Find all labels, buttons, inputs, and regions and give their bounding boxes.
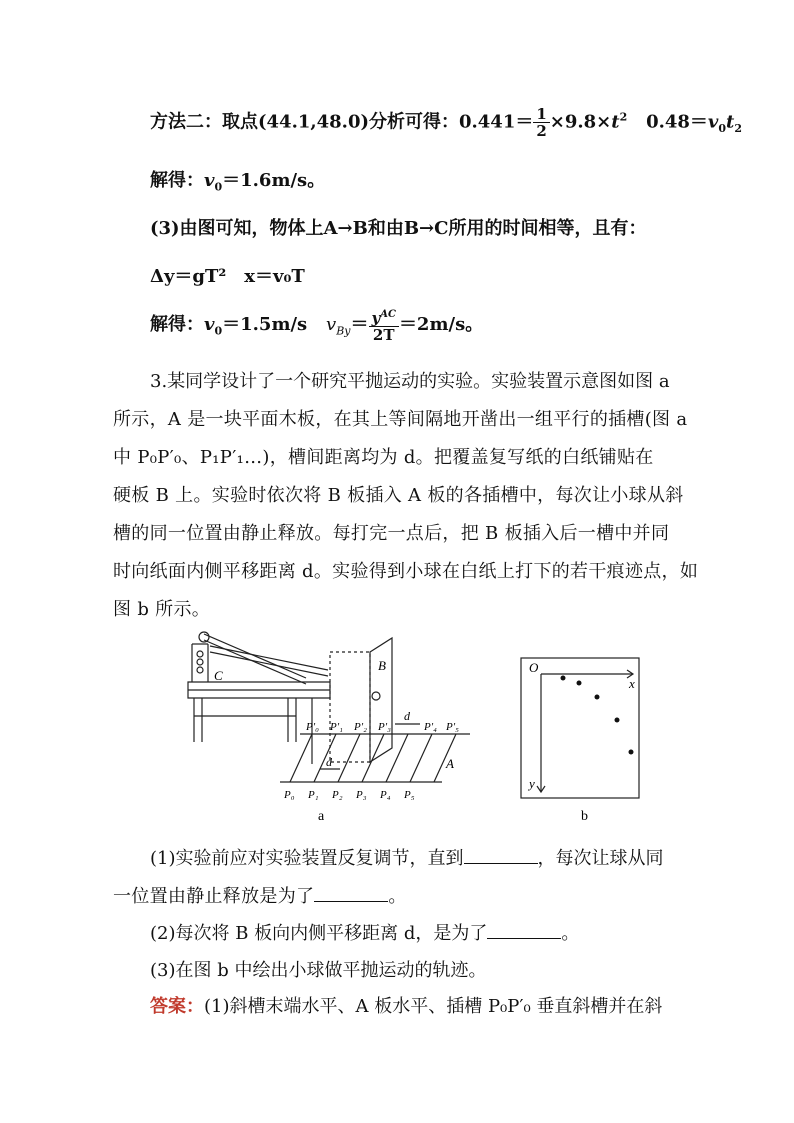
yac-den: 2T (372, 326, 395, 344)
method2-line (150, 106, 742, 139)
v-var: v (707, 111, 719, 133)
yac-sup: AC (380, 309, 396, 320)
q1-line-1 (150, 844, 664, 870)
problem-line-5: 槽的同一位置由静止释放。每打完一点后，把 B 板插入后一槽中并同 (113, 523, 670, 544)
p2p-label: P′₂ (354, 721, 367, 733)
t2-var: t (726, 111, 735, 133)
q2-line (150, 919, 579, 945)
part3-text: (3)由图可知，物体上A→B和由B→C所用的时间相等，且有： (150, 218, 647, 239)
solve1-value: ＝1.6m/s。 (222, 170, 326, 191)
p3-label: P₃ (356, 789, 367, 801)
q2-text-a: (2)每次将 B 板向内侧平移距离 d，是为了 (150, 923, 488, 944)
label-b: B (378, 658, 386, 673)
t-sup: 2 (619, 110, 628, 124)
solve1-line (150, 166, 325, 194)
solve1-v: v (204, 170, 215, 191)
label-d-bottom: d (326, 755, 332, 769)
solve1-sub: 0 (214, 180, 223, 194)
answer-label: 答案： (150, 996, 204, 1017)
x-label: x (629, 676, 635, 691)
solve2-v: v (204, 314, 215, 335)
q1-text-a: (1)实验前应对实验装置反复调节，直到 (150, 848, 464, 869)
solve2-sub: 0 (214, 324, 223, 338)
equations-text: Δy＝gT² x＝v₀T (150, 266, 305, 287)
p5-label: P₅ (404, 789, 415, 801)
figure-b (515, 656, 649, 828)
t-var: t (611, 111, 620, 133)
p1p-label: P′₁ (330, 721, 343, 733)
q1-text-b: ，每次让球从同 (537, 848, 664, 869)
q1-blank-2[interactable] (314, 887, 388, 902)
origin-label: O (529, 660, 539, 675)
problem-line-6: 时向纸面内侧平移距离 d。实验得到小球在白纸上打下的若干痕迹点，如 (113, 561, 699, 582)
figure-a (180, 624, 480, 824)
equations-line (150, 262, 305, 288)
p1-label: P₁ (308, 789, 319, 801)
solve2-label: 解得： (150, 314, 204, 335)
q1-text-d: 。 (388, 886, 407, 907)
q2-blank[interactable] (487, 924, 561, 939)
problem-line-7: 图 b 所示。 (113, 599, 211, 620)
problem-line-1: 3.某同学设计了一个研究平抛运动的实验。实验装置示意图如图 a (150, 371, 670, 392)
frac-den: 2 (536, 122, 547, 140)
fraction-half (533, 106, 549, 139)
p2-label: P₂ (332, 789, 343, 801)
yac-num: y (371, 309, 381, 327)
p3p-label: P′₃ (378, 721, 391, 733)
method2-eq2: 0.48＝ (646, 111, 708, 133)
answer-line (150, 992, 662, 1018)
y-label: y (529, 776, 535, 791)
solve1-label: 解得： (150, 170, 204, 191)
method2-prefix: 方法二：取点(44.1,48.0)分析可得：0.441＝ (150, 111, 534, 133)
solve2-line (150, 307, 483, 343)
label-a: A (446, 756, 454, 771)
q1-blank-1[interactable] (464, 849, 538, 864)
vby-var: v (326, 314, 337, 335)
caption-b: b (581, 809, 588, 824)
vby-eq: ＝ (350, 314, 369, 335)
problem-line-4: 硬板 B 上。实验时依次将 B 板插入 A 板的各插槽中，每次让小球从斜 (113, 485, 684, 506)
t2-sub: 2 (734, 122, 743, 136)
caption-a: a (318, 809, 325, 824)
v-sub: 0 (718, 122, 727, 136)
solve2-value: ＝1.5m/s (222, 314, 308, 335)
method2-mid: ×9.8× (549, 111, 612, 133)
vby-sub: By (336, 324, 351, 338)
label-d-top: d (404, 709, 410, 723)
label-c: C (214, 668, 223, 683)
problem-line-3: 中 P₀P′₀、P₁P′₁…)，槽间距离均为 d。把覆盖复写纸的白纸铺贴在 (113, 447, 654, 468)
fraction-yac (369, 307, 399, 343)
solve2-result: ＝2m/s。 (398, 314, 484, 335)
problem-line-2: 所示，A 是一块平面木板，在其上等间隔地开凿出一组平行的插槽(图 a (113, 409, 688, 430)
p5p-label: P′₅ (446, 721, 459, 733)
q3-line: (3)在图 b 中绘出小球做平抛运动的轨迹。 (150, 960, 487, 981)
q1-text-c: 一位置由静止释放是为了 (113, 886, 315, 907)
answer-text: (1)斜槽末端水平、A 板水平、插槽 P₀P′₀ 垂直斜槽并在斜 (204, 996, 663, 1017)
p0p-label: P′₀ (306, 721, 319, 733)
q1-line-2 (113, 882, 407, 908)
q2-text-b: 。 (561, 923, 580, 944)
frac-num: 1 (533, 106, 549, 123)
p0-label: P₀ (284, 789, 295, 801)
part3-line (150, 214, 646, 240)
p4-label: P₄ (380, 789, 391, 801)
p4p-label: P′₄ (424, 721, 437, 733)
